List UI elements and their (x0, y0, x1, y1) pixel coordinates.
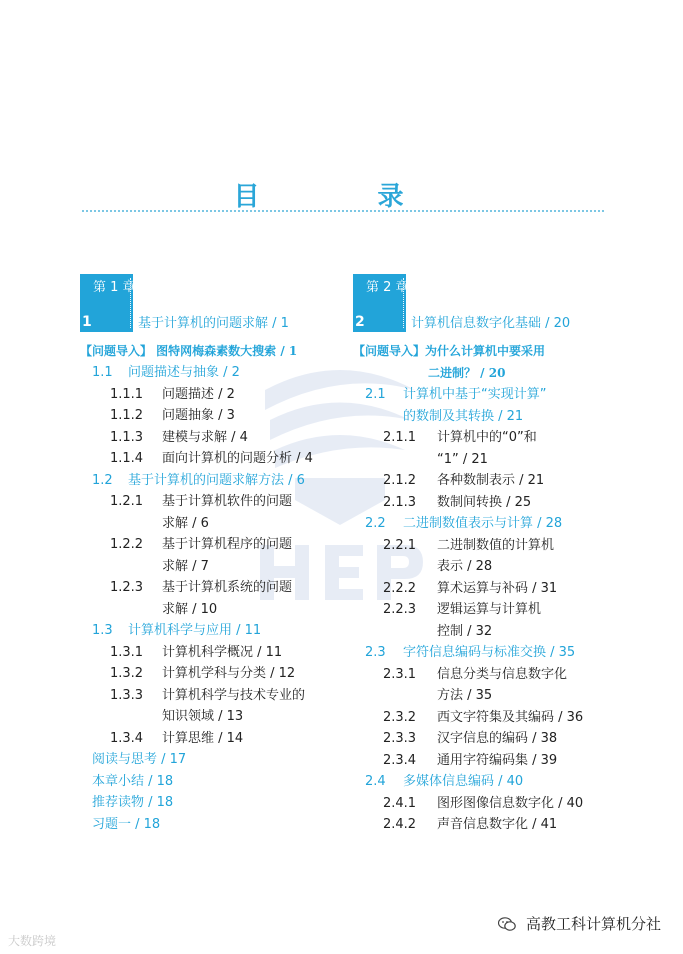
toc-entry-text: 基于计算机系统的问题 (162, 580, 293, 595)
toc-entry-number: 1.3.3 (110, 687, 144, 703)
toc-entry-text: 本章小结 / 18 (92, 773, 174, 789)
toc-entry-text: 计算机科学与技术专业的 (162, 687, 306, 703)
toc-entry[interactable] (353, 793, 643, 815)
toc-entry[interactable] (80, 642, 338, 664)
toc-entry-text: 二进制数值的计算机 (437, 537, 555, 553)
toc-entry-text: 算术运算与补码 / 31 (437, 580, 558, 596)
title-divider (82, 210, 604, 212)
toc-entry-number: 2.2.3 (383, 602, 417, 617)
toc-entry-text: 基于计算机程序的问题 (162, 537, 293, 552)
toc-entry-number: 1.1.1 (110, 386, 144, 402)
toc-entry-number: 2.4.2 (383, 817, 417, 832)
toc-entry-text: 方法 / 35 (437, 688, 493, 703)
toc-entry-number: 1.1 (92, 365, 113, 380)
toc-entry-text: 计算机科学概况 / 11 (162, 644, 283, 660)
toc-entry[interactable] (80, 470, 338, 492)
toc-entry-number: 1.1.3 (110, 429, 144, 445)
toc-entry-number: 2.3 (365, 645, 386, 660)
toc-entry-number: 2.1.1 (383, 430, 417, 445)
toc-entry-text: 求解 / 6 (162, 515, 209, 531)
toc-entry[interactable] (353, 707, 643, 729)
toc-entry[interactable] (80, 448, 338, 470)
toc-entry-text: 基于计算机的问题求解方法 / 6 (128, 472, 305, 488)
toc-entry[interactable] (353, 771, 643, 793)
toc-entry-text: 逻辑运算与计算机 (437, 602, 542, 617)
page-title: 目 录 (233, 182, 450, 212)
toc-entry[interactable] (80, 577, 338, 620)
toc-entry-number: 2.1.3 (383, 494, 417, 510)
toc-entry[interactable] (80, 749, 338, 771)
toc-entry[interactable] (80, 728, 338, 750)
chapter-2-badge (353, 274, 409, 332)
toc-entry[interactable] (353, 642, 643, 664)
toc-entry-number: 1.3.2 (110, 666, 144, 681)
toc-entry-text: 建模与求解 / 4 (162, 429, 248, 445)
toc-entry-text: 计算机中的“0”和 (437, 430, 537, 445)
chapter-2-intro[interactable] (353, 340, 643, 384)
toc-entry-number: 1.1.4 (110, 451, 144, 466)
toc-entry-text: 的数制及其转换 / 21 (403, 408, 524, 424)
toc-entry-number: 2.3.2 (383, 709, 417, 725)
toc-entry-text: 汉字信息的编码 / 38 (437, 731, 558, 746)
toc-entry-text: 计算机学科与分类 / 12 (162, 666, 296, 681)
toc-entry-text: 多媒体信息编码 / 40 (403, 774, 524, 789)
toc-entry-text: 表示 / 28 (437, 559, 493, 574)
toc-entry-text: 图形图像信息数字化 / 40 (437, 795, 584, 811)
toc-entry-text: 二进制数值表示与计算 / 28 (403, 516, 563, 531)
toc-entry-number: 2.1 (365, 387, 386, 402)
toc-entry-number: 1.2.1 (110, 494, 144, 509)
chapter-2-entries (353, 384, 643, 836)
toc-entry[interactable] (353, 384, 643, 427)
toc-entry-number: 2.2.2 (383, 580, 417, 596)
toc-entry-text: 求解 / 10 (162, 601, 218, 617)
toc-entry-text: 推荐读物 / 18 (92, 795, 174, 810)
toc-entry-number: 2.3.4 (383, 752, 417, 768)
toc-entry-number: 2.4 (365, 774, 386, 789)
toc-entry-text: “1” / 21 (437, 451, 488, 467)
toc-entry-text: 信息分类与信息数字化 (437, 666, 568, 682)
toc-entry[interactable] (80, 685, 338, 728)
toc-entry[interactable] (80, 663, 338, 685)
footer-watermark-text: 大数跨境 (8, 934, 57, 948)
toc-entry-text: 声音信息数字化 / 41 (437, 817, 558, 832)
toc-entry[interactable] (80, 534, 338, 577)
toc-entry[interactable] (353, 535, 643, 578)
chapter-1-label: 第 1 章 (93, 280, 136, 295)
toc-entry-text: 面向计算机的问题分析 / 4 (162, 451, 313, 466)
toc-entry[interactable] (80, 362, 338, 384)
toc-entry-text: 西文字符集及其编码 / 36 (437, 709, 584, 725)
toc-entry-number: 1.3.4 (110, 730, 144, 746)
toc-entry[interactable] (353, 427, 643, 470)
toc-entry[interactable] (80, 771, 338, 793)
toc-entry[interactable] (353, 513, 643, 535)
intro-line: 【问题导入】为什么计算机中要采用 (353, 344, 546, 358)
toc-entry-text: 问题描述 / 2 (162, 386, 235, 402)
toc-entry-number: 1.2.3 (110, 580, 144, 595)
toc-entry[interactable] (353, 664, 643, 707)
toc-entry-text: 基于计算机软件的问题 (162, 494, 293, 509)
toc-entry[interactable] (353, 578, 643, 600)
toc-entry-text: 数制间转换 / 25 (437, 494, 532, 510)
chapter-2-title[interactable]: 计算机信息数字化基础 / 20 (411, 316, 571, 331)
toc-entry-text: 问题描述与抽象 / 2 (128, 365, 240, 380)
chapter-2-header[interactable] (353, 274, 643, 334)
toc-entry-number: 1.1.2 (110, 408, 144, 423)
toc-entry-number: 1.2 (92, 472, 113, 488)
toc-entry[interactable] (80, 384, 338, 406)
footer-brand-text: 高教工科计算机分社 (525, 915, 661, 933)
toc-entry-text: 通用字符编码集 / 39 (437, 752, 558, 768)
toc-entry[interactable] (353, 750, 643, 772)
wechat-icon (498, 917, 516, 931)
chapter-1-number: 1 (82, 314, 92, 330)
toc-entry-text: 字符信息编码与标准交换 / 35 (403, 645, 576, 660)
toc-entry[interactable] (80, 792, 338, 814)
chapter-1-title[interactable]: 基于计算机的问题求解 / 1 (138, 316, 289, 331)
intro-line-continued: 二进制？ / 20 (428, 366, 506, 380)
toc-entry-number: 2.3.1 (383, 666, 417, 682)
toc-entry[interactable] (353, 599, 643, 642)
toc-entry-text: 计算思维 / 14 (162, 730, 244, 746)
toc-entry-text: 计算机科学与应用 / 11 (128, 623, 262, 638)
toc-entry[interactable] (353, 492, 643, 514)
toc-column-chapter-2 (353, 274, 643, 836)
toc-entry[interactable] (353, 470, 643, 492)
toc-entry[interactable] (80, 814, 338, 836)
intro-line: 【问题导入】 图特网梅森素数大搜索 / 1 (80, 344, 298, 358)
toc-entry-number: 2.4.1 (383, 795, 417, 811)
toc-column-chapter-1 (80, 274, 338, 835)
chapter-1-intro[interactable] (80, 340, 338, 362)
toc-entry[interactable] (353, 814, 643, 836)
chapter-1-entries (80, 362, 338, 835)
chapter-2-number: 2 (355, 314, 365, 330)
toc-entry-text: 习题一 / 18 (92, 816, 161, 832)
toc-entry[interactable] (353, 728, 643, 750)
chapter-2-label: 第 2 章 (366, 280, 409, 295)
toc-entry-number: 1.2.2 (110, 537, 144, 552)
toc-entry-number: 1.3 (92, 623, 113, 638)
toc-entry-text: 阅读与思考 / 17 (92, 752, 187, 767)
toc-entry[interactable] (80, 620, 338, 642)
toc-entry-number: 2.2.1 (383, 537, 417, 553)
toc-entry[interactable] (80, 405, 338, 427)
toc-entry-number: 1.3.1 (110, 644, 144, 660)
toc-entry-text: 求解 / 7 (162, 558, 209, 574)
chapter-1-badge (80, 274, 136, 332)
toc-entry-text: 问题抽象 / 3 (162, 408, 235, 423)
toc-entry-number: 2.2 (365, 516, 386, 531)
toc-entry-text: 各种数制表示 / 21 (437, 473, 545, 488)
toc-entry-number: 2.1.2 (383, 473, 417, 488)
toc-entry-text: 计算机中基于“实现计算” (403, 387, 547, 402)
toc-entry-text: 控制 / 32 (437, 623, 493, 639)
toc-entry-number: 2.3.3 (383, 731, 417, 746)
footer-brand (498, 913, 661, 934)
chapter-1-header[interactable] (80, 274, 338, 334)
toc-entry-text: 知识领域 / 13 (162, 709, 244, 724)
toc-entry[interactable] (80, 491, 338, 534)
toc-entry[interactable] (80, 427, 338, 449)
